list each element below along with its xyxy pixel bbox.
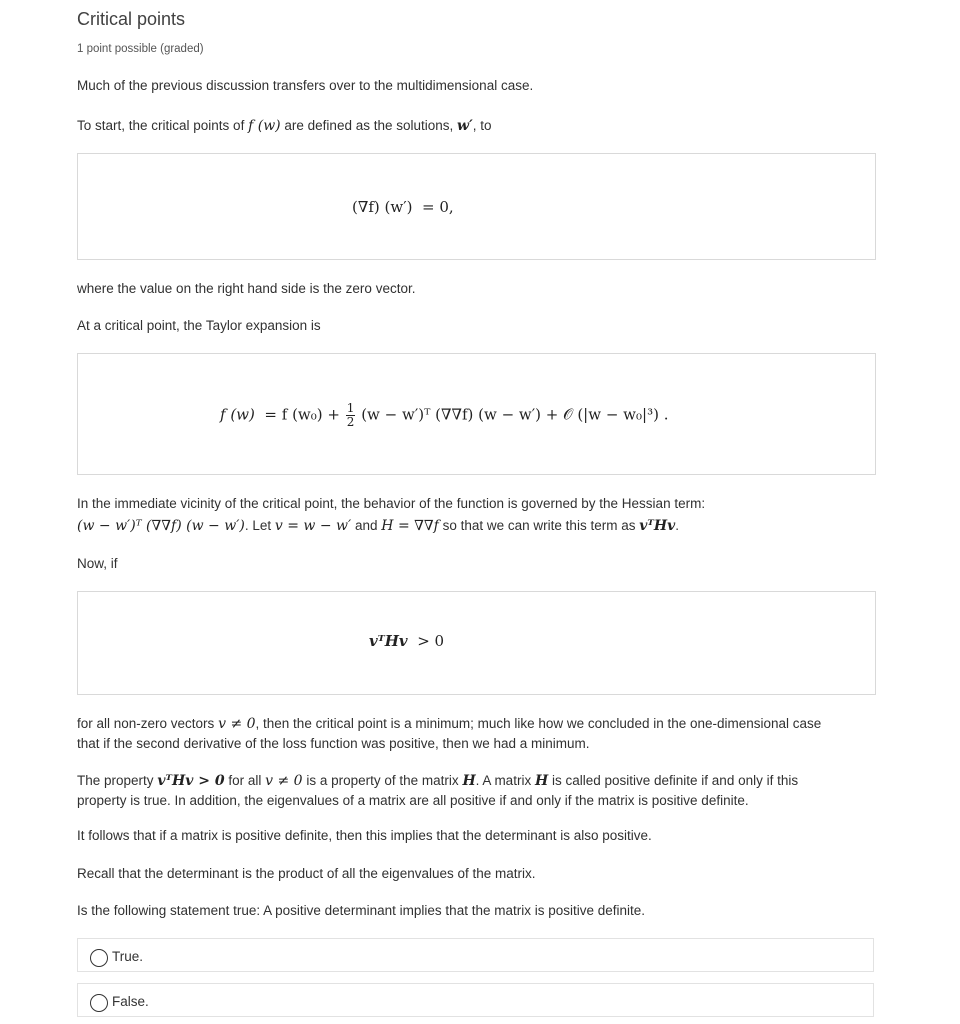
problem-title: Critical points <box>77 9 186 29</box>
text: , to <box>472 118 492 133</box>
text: is called positive definite if and only if this <box>551 773 799 788</box>
math-v-nonzero: v ≠ 0 <box>265 773 303 789</box>
equation-box-gradient <box>77 153 876 260</box>
text: To start, the critical points of <box>77 118 245 133</box>
math-hessian-term: (w − w′)ᵀ (∇∇f) (w − w′) <box>77 518 245 534</box>
text: . A matrix <box>475 773 532 788</box>
text: for all non-zero vectors <box>77 716 215 731</box>
eq-rhs-a: = f (w₀) + <box>264 405 340 424</box>
math-h: H <box>534 773 549 789</box>
text: The property <box>77 773 154 788</box>
paragraph-determinant-positive: It follows that if a matrix is positive definite, then this implies that the determinant is also positive. <box>77 828 652 843</box>
text-line2: property is true. In addition, the eigenvalues of a matrix are all positive if and only if the matrix is positive definite. <box>77 793 749 808</box>
paragraph-taylor-intro: At a critical point, the Taylor expansion is <box>77 318 321 333</box>
paragraph-now-if: Now, if <box>77 556 118 571</box>
text: for all <box>228 773 262 788</box>
math-vhv: vᵀHv <box>639 518 676 534</box>
eq-rhs: = 0, <box>422 198 454 216</box>
math-v-def: v = w − w′ <box>274 518 352 534</box>
math-w-prime: w′ <box>457 118 473 134</box>
text-line1 <box>77 771 877 791</box>
equation-vhv-positive <box>369 632 444 650</box>
equation-taylor-expansion <box>220 402 669 429</box>
text: are defined as the solutions, <box>284 118 454 133</box>
paragraph-positive-definite-def <box>77 771 877 810</box>
text: . <box>675 518 680 533</box>
fraction-numerator: 1 <box>346 401 355 415</box>
eq-rhs: > 0 <box>417 632 445 650</box>
math-v-nonzero: v ≠ 0 <box>218 716 256 732</box>
choice-label-true: True. <box>112 949 144 964</box>
math-h-def: H = ∇∇f <box>381 518 439 534</box>
eq-lhs: (∇f) (w′) <box>352 198 413 216</box>
points-label: 1 point possible (graded) <box>77 43 204 55</box>
paragraph-critical-points-def <box>77 116 877 136</box>
paragraph-determinant-product: Recall that the determinant is the product of all the eigenvalues of the matrix. <box>77 866 536 881</box>
equation-box-taylor <box>77 353 876 475</box>
choice-true[interactable] <box>77 938 874 972</box>
math-f-of-w: f (w) <box>248 118 281 134</box>
paragraph-hessian <box>77 494 877 536</box>
question-prompt: Is the following statement true: A positive determinant implies that the matrix is positive definite. <box>77 903 646 918</box>
equation-gradient-zero <box>352 198 454 216</box>
text: , then the critical point is a minimum; much like how we concluded in the one-dimensional case <box>255 716 822 731</box>
text-line2: that if the second derivative of the loss function was positive, then we had a minimum. <box>77 736 590 751</box>
text-line2 <box>77 516 877 536</box>
text: is a property of the matrix <box>306 773 459 788</box>
text-line1: In the immediate vicinity of the critical point, the behavior of the function is governed by the Hessian term: <box>77 496 706 511</box>
paragraph-zero-vector: where the value on the right hand side is the zero vector. <box>77 281 416 296</box>
choice-false[interactable] <box>77 983 874 1017</box>
radio-false[interactable] <box>90 994 108 1012</box>
eq-lhs: vᵀHv <box>369 632 408 650</box>
eq-lhs: f (w) <box>220 405 255 424</box>
math-h: H <box>462 773 476 789</box>
text: so that we can write this term as <box>442 518 636 533</box>
fraction-denominator: 2 <box>346 415 355 429</box>
text: . Let <box>244 518 272 533</box>
fraction-one-half <box>346 402 356 429</box>
equation-box-positive-definite <box>77 591 876 695</box>
text-line1 <box>77 714 877 734</box>
paragraph-intro: Much of the previous discussion transfers over to the multidimensional case. <box>77 78 534 93</box>
choice-label-false: False. <box>112 994 149 1009</box>
text: and <box>354 518 378 533</box>
radio-true[interactable] <box>90 949 108 967</box>
math-vhv-positive: vᵀHv > 0 <box>157 773 225 789</box>
paragraph-minimum <box>77 714 877 753</box>
eq-rhs-b: (w − w′)ᵀ (∇∇f) (w − w′) + 𝒪 (|w − w₀|³) . <box>361 405 669 424</box>
